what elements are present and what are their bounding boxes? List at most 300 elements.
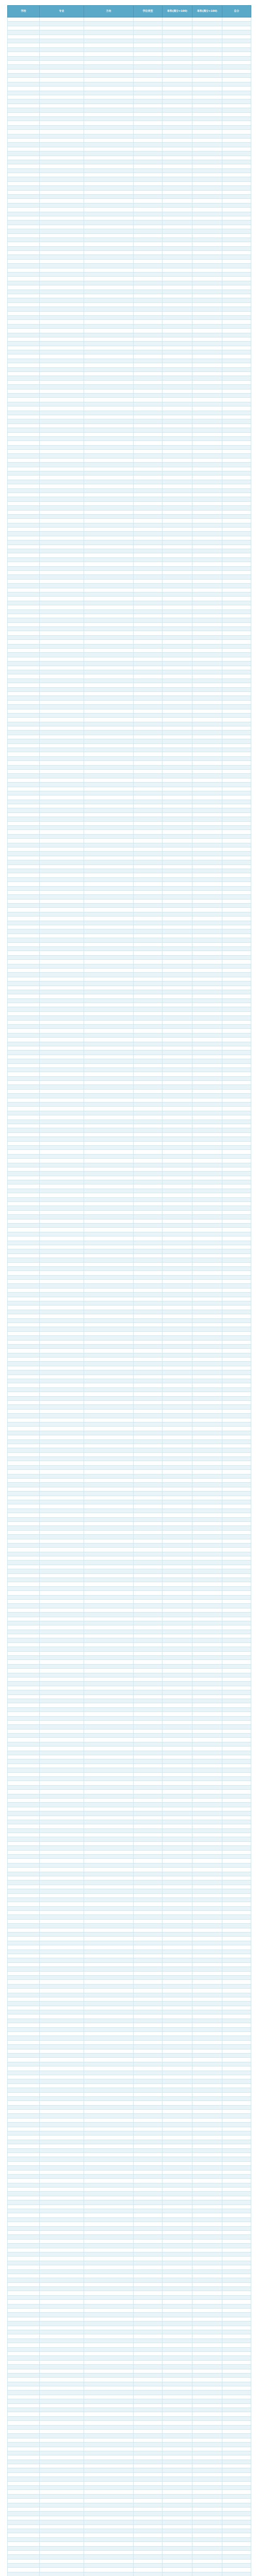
cell-single-subject-over-100 — [192, 1219, 222, 1223]
cell-major — [40, 450, 84, 454]
cell-degree-type — [134, 601, 163, 605]
cell-school — [8, 904, 40, 908]
cell-single-subject-over-100 — [192, 1941, 222, 1945]
cell-total — [222, 2213, 251, 2217]
cell-single-subject-100 — [163, 2179, 192, 2183]
cell-school — [8, 1621, 40, 1625]
table-row — [8, 1785, 251, 1789]
cell-major — [40, 95, 84, 99]
cell-school — [8, 389, 40, 393]
cell-direction — [84, 912, 134, 916]
cell-direction — [84, 1219, 134, 1223]
cell-single-subject-100 — [163, 190, 192, 194]
cell-single-subject-over-100 — [192, 1232, 222, 1236]
cell-school — [8, 1863, 40, 1867]
cell-degree-type — [134, 225, 163, 229]
cell-degree-type — [134, 1115, 163, 1120]
cell-degree-type — [134, 1318, 163, 1323]
cell-single-subject-over-100 — [192, 389, 222, 393]
cell-single-subject-100 — [163, 1487, 192, 1491]
cell-single-subject-100 — [163, 22, 192, 26]
cell-single-subject-over-100 — [192, 35, 222, 39]
cell-direction — [84, 1790, 134, 1794]
cell-school — [8, 787, 40, 791]
cell-single-subject-100 — [163, 938, 192, 942]
table-row — [8, 372, 251, 376]
cell-school — [8, 1479, 40, 1483]
cell-total — [222, 2429, 251, 2433]
table-row — [8, 432, 251, 436]
cell-direction — [84, 2546, 134, 2550]
cell-single-subject-100 — [163, 2157, 192, 2161]
cell-single-subject-100 — [163, 1137, 192, 1141]
cell-single-subject-over-100 — [192, 2568, 222, 2572]
cell-direction — [84, 2019, 134, 2023]
cell-total — [222, 1751, 251, 1755]
cell-degree-type — [134, 1642, 163, 1647]
cell-single-subject-over-100 — [192, 1072, 222, 1076]
cell-school — [8, 1608, 40, 1612]
cell-single-subject-over-100 — [192, 2516, 222, 2520]
table-row — [8, 342, 251, 346]
cell-total — [222, 1159, 251, 1163]
cell-single-subject-100 — [163, 2546, 192, 2550]
cell-total — [222, 2153, 251, 2157]
cell-major — [40, 1401, 84, 1405]
cell-single-subject-over-100 — [192, 74, 222, 78]
table-row — [8, 575, 251, 579]
cell-direction — [84, 1422, 134, 1426]
cell-single-subject-over-100 — [192, 2209, 222, 2213]
cell-total — [222, 1613, 251, 1617]
cell-major — [40, 411, 84, 415]
cell-direction — [84, 60, 134, 64]
cell-direction — [84, 553, 134, 557]
table-row — [8, 225, 251, 229]
cell-direction — [84, 1159, 134, 1163]
cell-direction — [84, 1967, 134, 1971]
cell-total — [222, 2520, 251, 2524]
cell-school — [8, 1699, 40, 1703]
cell-direction — [84, 1050, 134, 1055]
cell-single-subject-over-100 — [192, 1989, 222, 1993]
cell-single-subject-over-100 — [192, 1703, 222, 1707]
cell-degree-type — [134, 52, 163, 56]
cell-total — [222, 843, 251, 847]
cell-major — [40, 199, 84, 203]
cell-degree-type — [134, 95, 163, 99]
table-row — [8, 195, 251, 199]
cell-total — [222, 731, 251, 735]
cell-direction — [84, 298, 134, 302]
cell-single-subject-100 — [163, 908, 192, 912]
cell-school — [8, 2542, 40, 2546]
cell-school — [8, 354, 40, 359]
cell-degree-type — [134, 2209, 163, 2213]
cell-single-subject-100 — [163, 1172, 192, 1176]
cell-total — [222, 856, 251, 860]
cell-direction — [84, 1318, 134, 1323]
cell-major — [40, 246, 84, 250]
cell-total — [222, 848, 251, 852]
cell-school — [8, 69, 40, 73]
table-row — [8, 2209, 251, 2213]
table-row — [8, 1137, 251, 1141]
cell-direction — [84, 1327, 134, 1331]
cell-school — [8, 1613, 40, 1617]
cell-direction — [84, 726, 134, 731]
table-row — [8, 454, 251, 458]
cell-major — [40, 1850, 84, 1854]
table-row — [8, 1902, 251, 1906]
cell-single-subject-over-100 — [192, 221, 222, 225]
cell-total — [222, 917, 251, 921]
cell-major — [40, 2006, 84, 2010]
cell-total — [222, 1975, 251, 1979]
cell-total — [222, 1928, 251, 1932]
cell-major — [40, 458, 84, 462]
cell-school — [8, 99, 40, 104]
cell-direction — [84, 2451, 134, 2455]
cell-major — [40, 553, 84, 557]
cell-school — [8, 1716, 40, 1720]
cell-total — [222, 2472, 251, 2477]
cell-degree-type — [134, 1686, 163, 1690]
cell-single-subject-over-100 — [192, 1059, 222, 1063]
cell-school — [8, 1686, 40, 1690]
table-row — [8, 2053, 251, 2057]
cell-school — [8, 415, 40, 419]
cell-major — [40, 1647, 84, 1651]
cell-school — [8, 1215, 40, 1219]
cell-direction — [84, 2192, 134, 2196]
cell-school — [8, 1197, 40, 1201]
table-row — [8, 1063, 251, 1067]
table-row — [8, 670, 251, 674]
cell-degree-type — [134, 575, 163, 579]
cell-total — [222, 259, 251, 263]
cell-single-subject-over-100 — [192, 2166, 222, 2170]
cell-single-subject-100 — [163, 2083, 192, 2088]
cell-total — [222, 458, 251, 462]
cell-direction — [84, 2313, 134, 2317]
cell-single-subject-over-100 — [192, 2490, 222, 2494]
cell-total — [222, 1621, 251, 1625]
cell-school — [8, 2036, 40, 2040]
cell-single-subject-100 — [163, 601, 192, 605]
cell-total — [222, 143, 251, 147]
cell-direction — [84, 1103, 134, 1107]
cell-total — [222, 946, 251, 951]
cell-degree-type — [134, 2378, 163, 2382]
table-row — [8, 1184, 251, 1189]
cell-major — [40, 877, 84, 882]
cell-direction — [84, 116, 134, 121]
table-row — [8, 812, 251, 817]
table-row — [8, 2537, 251, 2541]
cell-single-subject-100 — [163, 1193, 192, 1197]
cell-degree-type — [134, 1673, 163, 1677]
cell-degree-type — [134, 1266, 163, 1270]
table-row — [8, 1223, 251, 1227]
cell-direction — [84, 1137, 134, 1141]
cell-single-subject-over-100 — [192, 955, 222, 959]
table-row — [8, 1401, 251, 1405]
cell-single-subject-over-100 — [192, 2006, 222, 2010]
table-row — [8, 2494, 251, 2498]
table-row — [8, 2395, 251, 2399]
cell-single-subject-100 — [163, 1855, 192, 1859]
table-row — [8, 2386, 251, 2391]
cell-single-subject-100 — [163, 523, 192, 527]
cell-direction — [84, 2248, 134, 2252]
cell-school — [8, 203, 40, 207]
cell-direction — [84, 1266, 134, 1270]
cell-direction — [84, 843, 134, 847]
cell-single-subject-over-100 — [192, 1543, 222, 1547]
cell-total — [222, 2516, 251, 2520]
cell-major — [40, 1487, 84, 1491]
cell-single-subject-over-100 — [192, 964, 222, 968]
cell-single-subject-over-100 — [192, 968, 222, 972]
cell-major — [40, 1396, 84, 1400]
cell-school — [8, 934, 40, 938]
cell-total — [222, 1396, 251, 1400]
cell-degree-type — [134, 674, 163, 679]
table-row — [8, 1673, 251, 1677]
table-row — [8, 960, 251, 964]
cell-major — [40, 1370, 84, 1375]
cell-major — [40, 2287, 84, 2291]
cell-direction — [84, 1500, 134, 1504]
cell-total — [222, 1548, 251, 1552]
cell-total — [222, 134, 251, 138]
cell-major — [40, 385, 84, 389]
cell-direction — [84, 1984, 134, 1988]
cell-degree-type — [134, 1288, 163, 1292]
cell-direction — [84, 852, 134, 856]
cell-degree-type — [134, 1046, 163, 1050]
cell-single-subject-over-100 — [192, 1025, 222, 1029]
cell-total — [222, 493, 251, 497]
cell-major — [40, 82, 84, 86]
cell-school — [8, 1768, 40, 1772]
cell-school — [8, 1103, 40, 1107]
cell-single-subject-over-100 — [192, 1617, 222, 1621]
cell-total — [222, 60, 251, 64]
cell-major — [40, 1262, 84, 1266]
cell-major — [40, 575, 84, 579]
cell-direction — [84, 320, 134, 324]
cell-degree-type — [134, 2321, 163, 2326]
cell-single-subject-over-100 — [192, 342, 222, 346]
cell-single-subject-100 — [163, 1448, 192, 1452]
cell-degree-type — [134, 761, 163, 765]
table-row — [8, 2382, 251, 2386]
cell-single-subject-over-100 — [192, 337, 222, 341]
cell-total — [222, 1236, 251, 1241]
cell-school — [8, 2429, 40, 2433]
table-row — [8, 895, 251, 899]
cell-single-subject-100 — [163, 255, 192, 259]
cell-direction — [84, 393, 134, 397]
table-row — [8, 588, 251, 592]
cell-major — [40, 622, 84, 626]
cell-direction — [84, 635, 134, 639]
cell-degree-type — [134, 2503, 163, 2507]
table-row — [8, 2330, 251, 2334]
cell-direction — [84, 2309, 134, 2313]
cell-school — [8, 869, 40, 873]
cell-single-subject-over-100 — [192, 2144, 222, 2148]
cell-major — [40, 393, 84, 397]
cell-degree-type — [134, 955, 163, 959]
cell-total — [222, 229, 251, 233]
cell-single-subject-100 — [163, 143, 192, 147]
cell-single-subject-100 — [163, 2447, 192, 2451]
cell-single-subject-100 — [163, 2542, 192, 2546]
cell-single-subject-over-100 — [192, 1889, 222, 1893]
table-row — [8, 726, 251, 731]
cell-single-subject-over-100 — [192, 1859, 222, 1863]
column-header-major: 专业 — [40, 6, 84, 18]
cell-single-subject-over-100 — [192, 104, 222, 108]
cell-school — [8, 1016, 40, 1020]
cell-school — [8, 1868, 40, 1872]
cell-total — [222, 1089, 251, 1093]
cell-direction — [84, 998, 134, 1003]
cell-total — [222, 614, 251, 618]
cell-single-subject-over-100 — [192, 2369, 222, 2373]
cell-degree-type — [134, 895, 163, 899]
cell-single-subject-100 — [163, 259, 192, 263]
cell-direction — [84, 787, 134, 791]
table-row — [8, 359, 251, 363]
cell-direction — [84, 1085, 134, 1089]
cell-direction — [84, 1807, 134, 1811]
cell-total — [222, 52, 251, 56]
cell-major — [40, 281, 84, 285]
table-row — [8, 1915, 251, 1919]
cell-single-subject-over-100 — [192, 2274, 222, 2278]
cell-major — [40, 1720, 84, 1724]
cell-total — [222, 1725, 251, 1729]
cell-degree-type — [134, 1262, 163, 1266]
cell-direction — [84, 968, 134, 972]
header-row — [8, 6, 251, 18]
cell-major — [40, 471, 84, 476]
cell-total — [222, 2300, 251, 2304]
cell-single-subject-100 — [163, 2088, 192, 2092]
cell-degree-type — [134, 2148, 163, 2153]
cell-single-subject-over-100 — [192, 631, 222, 635]
cell-single-subject-100 — [163, 2248, 192, 2252]
cell-single-subject-over-100 — [192, 1933, 222, 1937]
cell-major — [40, 1798, 84, 1802]
cell-direction — [84, 609, 134, 614]
cell-degree-type — [134, 441, 163, 445]
cell-degree-type — [134, 1401, 163, 1405]
cell-major — [40, 493, 84, 497]
cell-degree-type — [134, 990, 163, 994]
cell-direction — [84, 2174, 134, 2178]
cell-total — [222, 2455, 251, 2460]
cell-degree-type — [134, 1530, 163, 1534]
cell-single-subject-over-100 — [192, 354, 222, 359]
cell-school — [8, 238, 40, 242]
cell-school — [8, 1331, 40, 1335]
cell-single-subject-over-100 — [192, 709, 222, 713]
cell-degree-type — [134, 2062, 163, 2066]
cell-major — [40, 350, 84, 354]
table-row — [8, 973, 251, 977]
cell-total — [222, 2369, 251, 2373]
cell-total — [222, 1059, 251, 1063]
cell-direction — [84, 899, 134, 903]
cell-single-subject-100 — [163, 307, 192, 311]
cell-school — [8, 1759, 40, 1764]
cell-direction — [84, 1980, 134, 1984]
cell-school — [8, 125, 40, 129]
cell-direction — [84, 1288, 134, 1292]
cell-major — [40, 195, 84, 199]
cell-total — [222, 1716, 251, 1720]
cell-total — [222, 2529, 251, 2533]
cell-single-subject-over-100 — [192, 691, 222, 696]
cell-single-subject-over-100 — [192, 865, 222, 869]
cell-degree-type — [134, 2036, 163, 2040]
cell-total — [222, 1219, 251, 1223]
cell-direction — [84, 1474, 134, 1478]
cell-major — [40, 1855, 84, 1859]
table-row — [8, 1613, 251, 1617]
cell-school — [8, 1089, 40, 1093]
cell-school — [8, 666, 40, 670]
cell-total — [222, 895, 251, 899]
cell-total — [222, 1293, 251, 1297]
cell-direction — [84, 428, 134, 432]
cell-direction — [84, 1016, 134, 1020]
cell-total — [222, 1331, 251, 1335]
cell-major — [40, 428, 84, 432]
cell-major — [40, 2434, 84, 2438]
cell-single-subject-100 — [163, 1962, 192, 1967]
cell-direction — [84, 973, 134, 977]
cell-degree-type — [134, 2010, 163, 2014]
cell-single-subject-100 — [163, 821, 192, 825]
cell-degree-type — [134, 264, 163, 268]
cell-single-subject-100 — [163, 1630, 192, 1634]
table-row — [8, 1340, 251, 1344]
cell-school — [8, 791, 40, 795]
table-row — [8, 1578, 251, 1582]
cell-degree-type — [134, 2092, 163, 2096]
cell-school — [8, 2391, 40, 2395]
cell-major — [40, 1383, 84, 1387]
cell-single-subject-over-100 — [192, 1474, 222, 1478]
cell-single-subject-over-100 — [192, 592, 222, 596]
cell-single-subject-over-100 — [192, 2027, 222, 2031]
cell-direction — [84, 476, 134, 480]
cell-major — [40, 735, 84, 739]
table-row — [8, 1103, 251, 1107]
cell-direction — [84, 1902, 134, 1906]
cell-total — [222, 1608, 251, 1612]
cell-degree-type — [134, 2123, 163, 2127]
cell-single-subject-100 — [163, 2386, 192, 2391]
cell-total — [222, 986, 251, 990]
cell-degree-type — [134, 662, 163, 666]
